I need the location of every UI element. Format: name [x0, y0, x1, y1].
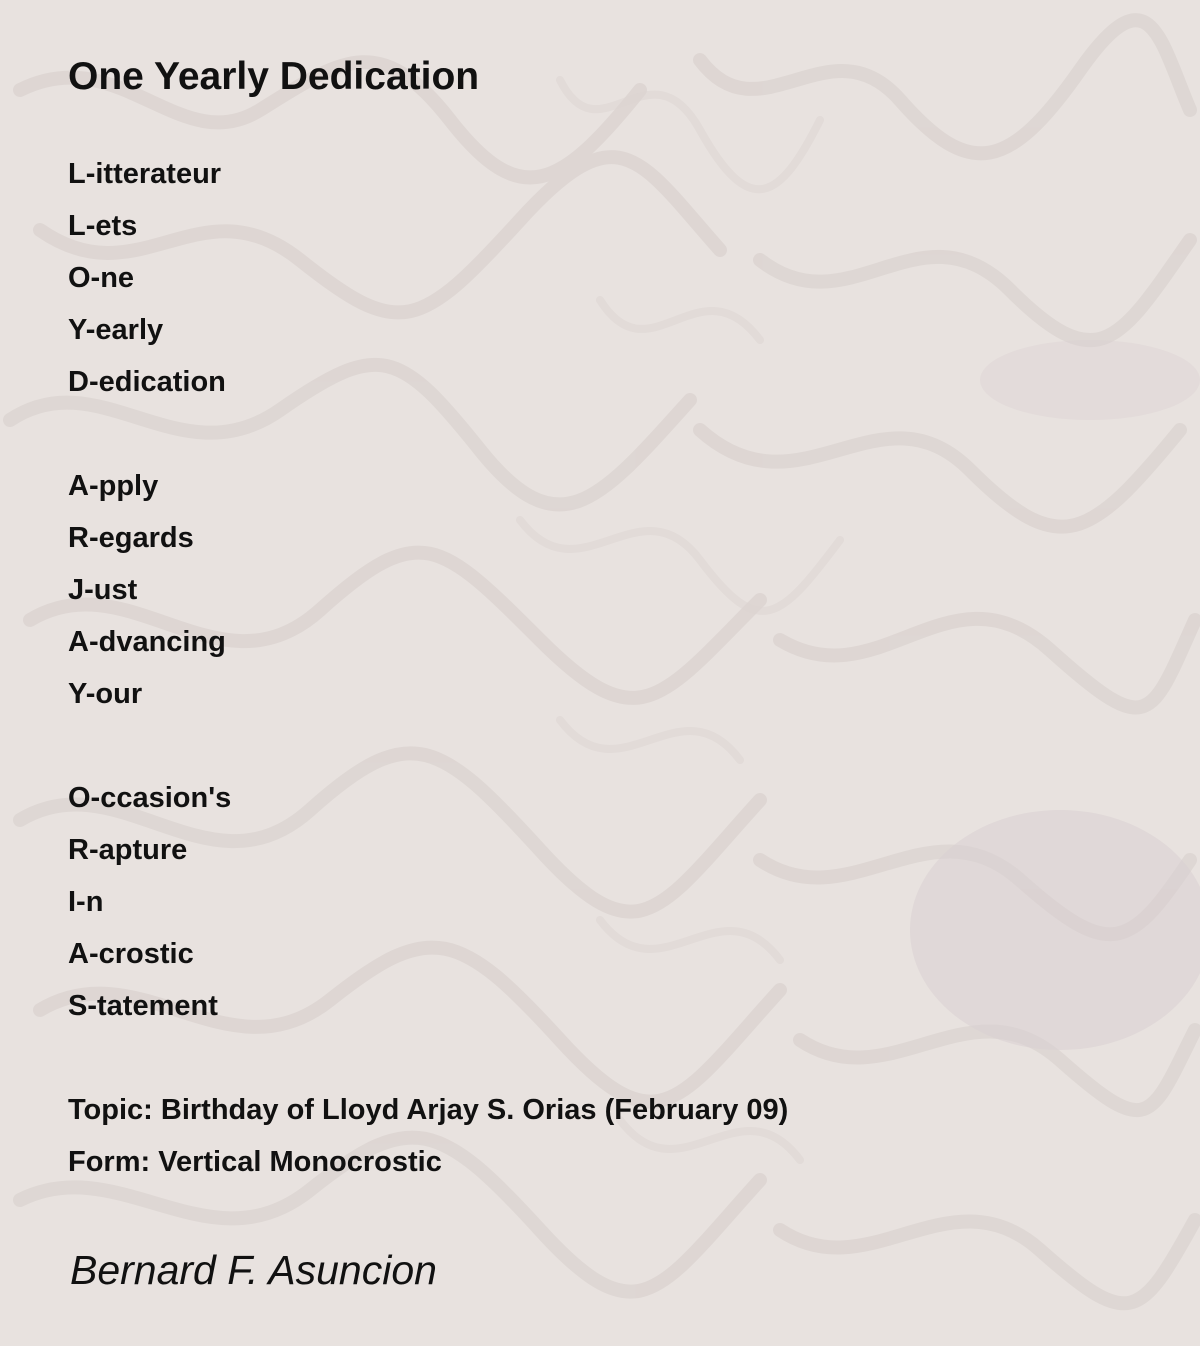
poem-form: Form: Vertical Monocrostic [68, 1146, 442, 1178]
poem-line: Y-early [68, 314, 164, 346]
poem-topic: Topic: Birthday of Lloyd Arjay S. Orias (February 09) [68, 1094, 789, 1126]
poem-line: O-ne [68, 262, 135, 294]
poem-line: J-ust [68, 574, 138, 606]
poem-line: R-apture [68, 834, 188, 866]
stanza-2 [68, 460, 226, 720]
poem-line: Y-our [68, 678, 143, 710]
stanza-3 [68, 772, 231, 1032]
poem-line: A-pply [68, 470, 159, 502]
poem-line: S-tatement [68, 990, 218, 1022]
poem-line: L-itterateur [68, 158, 222, 190]
poem-line: D-edication [68, 366, 226, 398]
poem-line: A-crostic [68, 938, 194, 970]
poem-line: O-ccasion's [68, 782, 232, 814]
poem-title: One Yearly Dedication [68, 55, 480, 98]
poem-meta [68, 1084, 788, 1188]
poem-author: Bernard F. Asuncion [70, 1247, 437, 1293]
poem-line: A-dvancing [68, 626, 226, 658]
poem-line: I-n [68, 886, 104, 918]
poem-line: R-egards [68, 522, 194, 554]
stanza-1 [68, 148, 226, 408]
poem-line: L-ets [68, 210, 138, 242]
